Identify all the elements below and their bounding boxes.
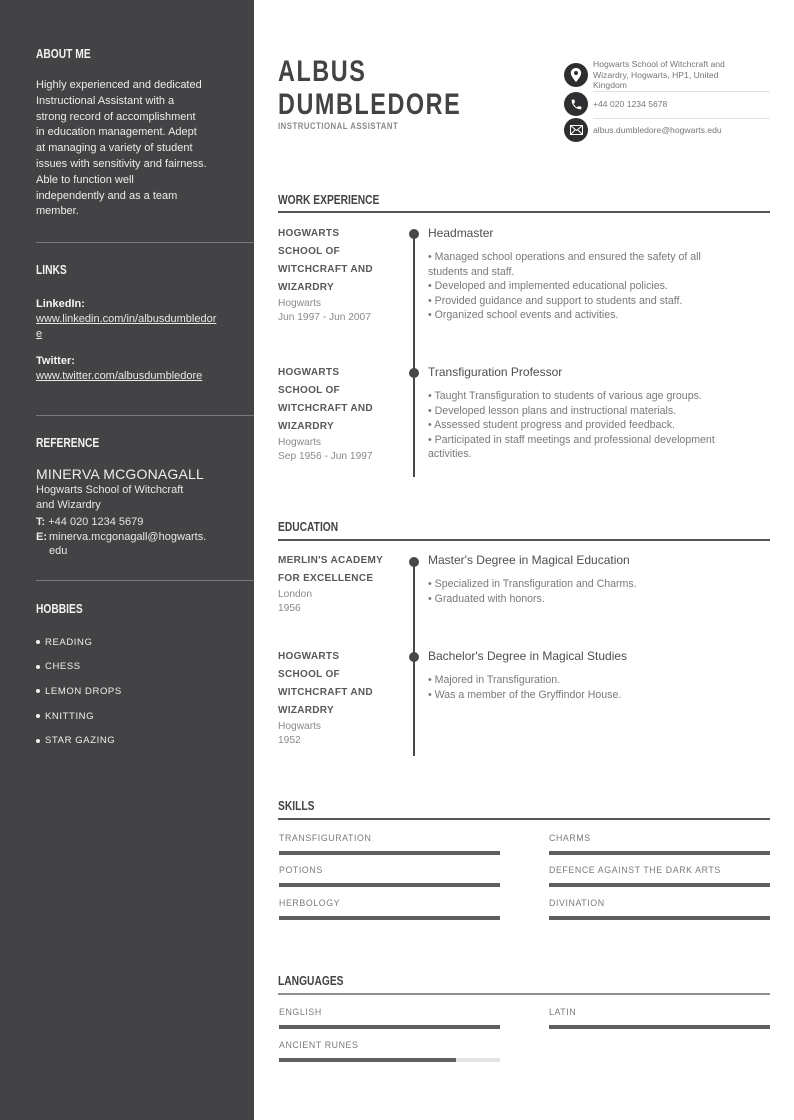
skill-item: HERBOLOGY — [279, 898, 500, 920]
timeline-dot-icon — [409, 652, 419, 662]
education-entry-org: MERLIN'S ACADEMY FOR EXCELLENCE London 1956 — [278, 552, 398, 615]
linkedin-label: LinkedIn: — [36, 298, 85, 310]
hobbies-title: HOBBIES — [36, 602, 83, 616]
work-entry-details — [428, 365, 768, 462]
hobbies-section — [36, 602, 254, 753]
education-entry-details — [428, 649, 768, 702]
skills-title: SKILLS — [278, 799, 315, 813]
reference-section — [36, 436, 254, 559]
skill-bar — [549, 916, 770, 920]
phone-icon — [564, 92, 588, 116]
bullet-list: • Specialized in Transfiguration and Charms. • Graduated with honors. — [428, 578, 637, 605]
language-item: ENGLISH — [279, 1007, 500, 1029]
dates: 1956 — [278, 602, 301, 614]
hobby-item: STAR GAZING — [36, 728, 254, 753]
divider — [36, 415, 254, 416]
twitter-label: Twitter: — [36, 355, 75, 367]
divider — [36, 242, 254, 243]
twitter-link[interactable]: www.twitter.com/albusdumbledore — [36, 370, 203, 382]
section-rule — [278, 993, 770, 995]
skill-bar — [279, 916, 500, 920]
hobby-item: KNITTING — [36, 704, 254, 729]
language-bar — [279, 1025, 500, 1029]
address-text: Hogwarts School of Witchcraft and Wizardry, Hogwarts, HP1, United Kingdom — [593, 59, 725, 90]
reference-title: REFERENCE — [36, 436, 100, 450]
role-title: Headmaster — [428, 226, 494, 240]
education-entry-details — [428, 553, 768, 606]
links-section — [36, 263, 254, 384]
email-link[interactable]: albus.dumbledore@hogwarts.edu — [593, 124, 722, 135]
work-entry-org: HOGWARTS SCHOOL OF WITCHCRAFT AND WIZARDRY Hogwarts Jun 1997 - Jun 2007 — [278, 225, 388, 324]
bullet-icon — [36, 739, 40, 743]
contact-address — [564, 59, 770, 91]
education-entry-org: HOGWARTS SCHOOL OF WITCHCRAFT AND WIZARDRY Hogwarts 1952 — [278, 648, 388, 747]
location: Hogwarts — [278, 298, 322, 309]
location-pin-icon — [564, 63, 588, 87]
contact-phone — [564, 92, 770, 116]
work-entry-details — [428, 226, 768, 323]
timeline-dot-icon — [409, 557, 419, 567]
skill-item: TRANSFIGURATION — [279, 833, 500, 855]
bullet-list: • Managed school operations and ensured the safety of all students and staff. • Developed and implemented educational policies. • Provided guidance and support to students and staff. • Organized school events and activities. — [428, 251, 701, 322]
person-name: ALBUS DUMBLEDORE — [278, 55, 462, 121]
degree-title: Bachelor's Degree in Magical Studies — [428, 649, 628, 663]
reference-email: E: minerva.mcgonagall@hogwarts. edu — [36, 530, 207, 557]
phone-text: +44 020 1234 5678 — [593, 98, 668, 109]
skill-item: DIVINATION — [549, 898, 770, 920]
languages-title: LANGUAGES — [278, 974, 344, 988]
language-item: ANCIENT RUNES — [279, 1040, 500, 1062]
degree-title: Master's Degree in Magical Education — [428, 553, 630, 567]
language-item: LATIN — [549, 1007, 770, 1029]
hobby-item: CHESS — [36, 655, 254, 680]
dates: Jun 1997 - Jun 2007 — [278, 311, 371, 323]
bullet-icon — [36, 714, 40, 718]
work-entry-org: HOGWARTS SCHOOL OF WITCHCRAFT AND WIZARDRY Hogwarts Sep 1956 - Jun 1997 — [278, 364, 388, 463]
bullet-list: • Taught Transfiguration to students of various age groups. • Developed lesson plans and instructional materials. • Assessed student progress and provided feedback. • Participated in staff meetings and professional development activities. — [428, 390, 715, 461]
job-title: INSTRUCTIONAL ASSISTANT — [278, 121, 399, 132]
location: Hogwarts — [278, 437, 322, 448]
contact-email — [564, 118, 770, 142]
bullet-list: • Majored in Transfiguration. • Was a member of the Gryffindor House. — [428, 674, 622, 701]
dates: 1952 — [278, 734, 301, 746]
language-bar — [279, 1058, 500, 1062]
role-title: Transfiguration Professor — [428, 365, 563, 379]
section-rule — [278, 539, 770, 541]
dates: Sep 1956 - Jun 1997 — [278, 450, 373, 462]
section-rule — [278, 818, 770, 820]
skill-bar — [279, 851, 500, 855]
about-title: ABOUT ME — [36, 47, 91, 61]
linkedin-link[interactable]: www.linkedin.com/in/albusdumbledore — [36, 313, 217, 340]
section-rule — [278, 211, 770, 213]
location: Hogwarts — [278, 721, 322, 732]
skill-item: CHARMS — [549, 833, 770, 855]
skill-item: POTIONS — [279, 865, 500, 887]
skill-bar — [549, 883, 770, 887]
hobby-item: LEMON DROPS — [36, 679, 254, 704]
timeline-dot-icon — [409, 229, 419, 239]
reference-name: MINERVA MCGONAGALL — [36, 466, 205, 482]
linkedin-item — [36, 297, 254, 342]
language-bar — [549, 1025, 770, 1029]
about-text: Highly experienced and dedicated Instructional Assistant with a strong record of accomplishment in education management. Adept at managing a variety of student issues with sensitivity and fairness. Able to function well independently and as a team member. — [36, 79, 207, 218]
location: London — [278, 589, 312, 600]
bullet-icon — [36, 689, 40, 693]
links-title: LINKS — [36, 263, 67, 277]
reference-phone: T: +44 020 1234 5679 — [36, 516, 144, 528]
twitter-item — [36, 354, 254, 384]
timeline-line — [413, 234, 415, 477]
reference-org: Hogwarts School of Witchcraft and Wizardry — [36, 484, 184, 511]
bullet-icon — [36, 640, 40, 644]
sidebar — [0, 0, 254, 1120]
envelope-icon — [564, 118, 588, 142]
divider — [36, 580, 254, 581]
hobbies-list — [36, 630, 254, 753]
about-section — [36, 47, 254, 220]
work-experience-title: WORK EXPERIENCE — [278, 193, 380, 207]
skill-item: DEFENCE AGAINST THE DARK ARTS — [549, 865, 770, 887]
education-title: EDUCATION — [278, 520, 339, 534]
timeline-dot-icon — [409, 368, 419, 378]
bullet-icon — [36, 665, 40, 669]
skill-bar — [279, 883, 500, 887]
skill-bar — [549, 851, 770, 855]
hobby-item: READING — [36, 630, 254, 655]
